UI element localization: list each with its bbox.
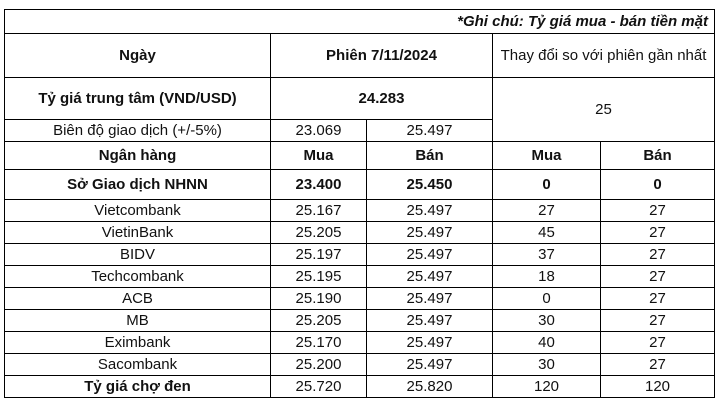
bank-name: BIDV — [5, 244, 271, 266]
change-header: Thay đổi so với phiên gần nhất — [493, 34, 715, 78]
buy-column-header: Mua — [271, 142, 367, 170]
sbv-row — [5, 170, 715, 200]
sbv-sell: 25.450 — [367, 170, 493, 200]
bank-change-buy: 45 — [493, 222, 601, 244]
bank-change-sell: 27 — [601, 354, 715, 376]
bank-change-sell: 27 — [601, 244, 715, 266]
bank-change-sell: 27 — [601, 310, 715, 332]
session-header: Phiên 7/11/2024 — [271, 34, 493, 78]
bank-row — [5, 288, 715, 310]
bank-name: VietinBank — [5, 222, 271, 244]
central-rate-change: 25 — [493, 78, 715, 142]
date-header: Ngày — [5, 34, 271, 78]
bank-row — [5, 244, 715, 266]
note-row — [5, 10, 715, 34]
black-market-buy: 25.720 — [271, 376, 367, 398]
bank-row — [5, 266, 715, 288]
bank-sell: 25.497 — [367, 288, 493, 310]
bank-change-sell: 27 — [601, 222, 715, 244]
black-market-sell: 25.820 — [367, 376, 493, 398]
central-rate-value: 24.283 — [271, 78, 493, 120]
bank-row — [5, 222, 715, 244]
bank-buy: 25.200 — [271, 354, 367, 376]
bank-change-buy: 27 — [493, 200, 601, 222]
bank-buy: 25.195 — [271, 266, 367, 288]
bank-name: Sacombank — [5, 354, 271, 376]
bank-change-sell: 27 — [601, 266, 715, 288]
sell-column-header: Bán — [367, 142, 493, 170]
bank-change-sell: 27 — [601, 332, 715, 354]
band-label: Biên độ giao dịch (+/-5%) — [5, 120, 271, 142]
band-low: 23.069 — [271, 120, 367, 142]
bank-buy: 25.170 — [271, 332, 367, 354]
central-rate-label: Tỷ giá trung tâm (VND/USD) — [5, 78, 271, 120]
bank-change-buy: 30 — [493, 354, 601, 376]
bank-change-buy: 0 — [493, 288, 601, 310]
bank-sell: 25.497 — [367, 310, 493, 332]
bank-sell: 25.497 — [367, 200, 493, 222]
bank-sell: 25.497 — [367, 222, 493, 244]
bank-buy: 25.190 — [271, 288, 367, 310]
sbv-name: Sở Giao dịch NHNN — [5, 170, 271, 200]
sbv-change-sell: 0 — [601, 170, 715, 200]
bank-change-sell: 27 — [601, 200, 715, 222]
header-row — [5, 34, 715, 78]
bank-buy: 25.197 — [271, 244, 367, 266]
bank-sell: 25.497 — [367, 266, 493, 288]
bank-change-sell: 27 — [601, 288, 715, 310]
bank-buy: 25.205 — [271, 222, 367, 244]
bank-name: Eximbank — [5, 332, 271, 354]
bank-row — [5, 354, 715, 376]
bank-column-header: Ngân hàng — [5, 142, 271, 170]
bank-name: Vietcombank — [5, 200, 271, 222]
exchange-rate-table-container — [4, 9, 715, 398]
bank-row — [5, 332, 715, 354]
sbv-change-buy: 0 — [493, 170, 601, 200]
sbv-buy: 23.400 — [271, 170, 367, 200]
black-market-row — [5, 376, 715, 398]
bank-sell: 25.497 — [367, 354, 493, 376]
central-rate-row — [5, 78, 715, 120]
note-text: *Ghi chú: Tỷ giá mua - bán tiền mặt — [5, 10, 715, 34]
band-high: 25.497 — [367, 120, 493, 142]
bank-buy: 25.205 — [271, 310, 367, 332]
bank-change-buy: 37 — [493, 244, 601, 266]
change-sell-column-header: Bán — [601, 142, 715, 170]
bank-change-buy: 40 — [493, 332, 601, 354]
bank-name: Techcombank — [5, 266, 271, 288]
change-buy-column-header: Mua — [493, 142, 601, 170]
bank-row — [5, 200, 715, 222]
bank-change-buy: 18 — [493, 266, 601, 288]
black-market-name: Tỷ giá chợ đen — [5, 376, 271, 398]
exchange-rate-table — [4, 9, 715, 398]
bank-sell: 25.497 — [367, 332, 493, 354]
bank-buy: 25.167 — [271, 200, 367, 222]
bank-change-buy: 30 — [493, 310, 601, 332]
bank-row — [5, 310, 715, 332]
bank-name: MB — [5, 310, 271, 332]
black-market-change-buy: 120 — [493, 376, 601, 398]
bank-sell: 25.497 — [367, 244, 493, 266]
black-market-change-sell: 120 — [601, 376, 715, 398]
bank-name: ACB — [5, 288, 271, 310]
column-header-row — [5, 142, 715, 170]
